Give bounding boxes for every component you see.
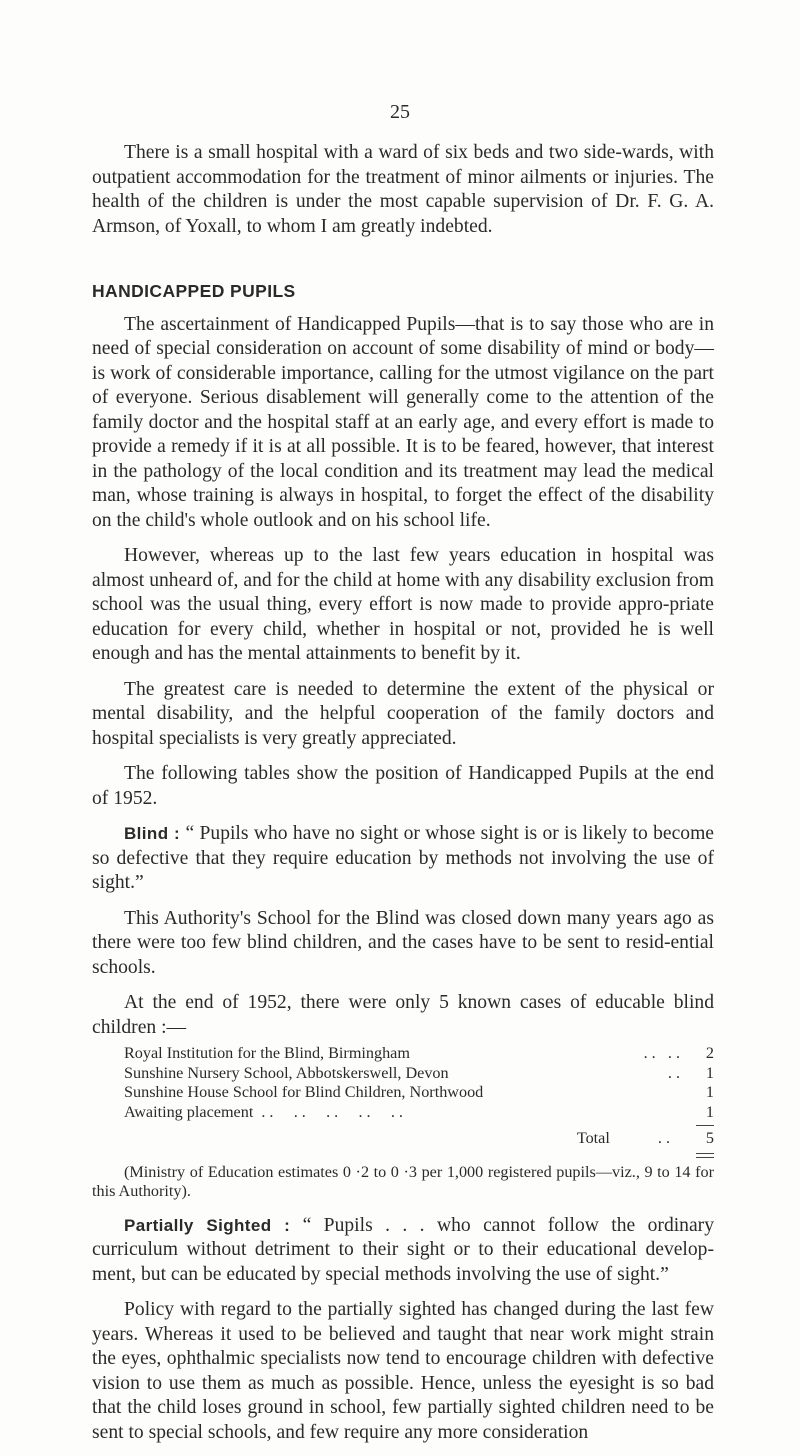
blind-placement-table	[124, 1044, 714, 1157]
leader-dots	[483, 1083, 694, 1103]
paragraph-care: The greatest care is needed to determine the extent of the physical or mental disability, and the helpful cooperation of the family doctors and hospital specialists is very greatly appreciated.	[92, 678, 714, 749]
page-body	[92, 141, 714, 1456]
intro-paragraph: There is a small hospital with a ward of six beds and two side-wards, with outpatient accommodation for the treatment of minor ailments or injuries. The health of the children is under the most capable supervision of Dr. F. G. A. Armson, of Yoxall, to whom I am greatly indebted.	[92, 142, 714, 237]
partially-sighted-policy-paragraph: Policy with regard to the partially sighted has changed during the last few years. Whereas it used to be believed and taught that near work might strain the eyes, ophthalmic specialists now tend to encourage children with defective vision to use them as much as possible. Hence, unless the eyesight is so bad that the child loses ground in school, few partially sighted children need to be sent to special schools, and few require any more consideration	[92, 1299, 714, 1443]
leader-dots: . .	[657, 1129, 670, 1147]
placement-count: 1	[705, 1102, 714, 1121]
blind-definition: “ Pupils who have no sight or whose sight is or is likely to become so defective that they require education by methods not involving the use of sight.”	[92, 823, 715, 893]
total-row	[124, 1129, 714, 1149]
section-heading: HANDICAPPED PUPILS	[92, 281, 296, 301]
ministry-note: (Ministry of Education estimates 0 ·2 to 0 ·3 per 1,000 registered pupils—viz., 9 to 14 for this Authority).	[92, 1162, 714, 1200]
blind-definition-paragraph	[92, 822, 714, 896]
placement-count: 1	[705, 1063, 714, 1082]
page-number: 25	[390, 101, 410, 123]
sum-rule	[124, 1122, 714, 1128]
blind-label: Blind :	[124, 824, 181, 843]
placement-label: Awaiting placement	[124, 1102, 254, 1121]
paragraph-education: However, whereas up to the last few years education in hospital was almost unheard of, and for the child at home with any disability exclusion from school was the usual thing, every effort is now made to provide appro-priate education for every child, whether in hospital or not, provided he is well enough and has the mental attainments to benefit by it.	[92, 545, 714, 664]
table-row	[124, 1103, 714, 1123]
table-row	[124, 1044, 714, 1064]
placement-label: Sunshine House School for Blind Children, Northwood	[124, 1083, 484, 1101]
placement-label: Sunshine Nursery School, Abbotskerswell, Devon	[124, 1063, 449, 1082]
partially-sighted-definition: “ Pupils . . . who cannot follow the ordinary curriculum without detriment to their sight or to their educational develop-ment, but can be educated by special methods involving the use of sight.”	[92, 1214, 714, 1285]
partially-sighted-label: Partially Sighted :	[124, 1215, 291, 1235]
placement-label: Royal Institution for the Blind, Birmingham	[124, 1044, 410, 1062]
table-row	[124, 1083, 714, 1103]
blind-school-paragraph: This Authority's School for the Blind was closed down many years ago as there were too few blind children, and the cases have to be sent to resid-ential schools.	[92, 907, 714, 978]
partially-sighted-definition-paragraph	[92, 1214, 714, 1288]
total-label: Total	[576, 1129, 610, 1147]
total-count: 5	[705, 1129, 714, 1147]
placement-count: 2	[705, 1044, 714, 1062]
blind-intro: At the end of 1952, there were only 5 known cases of educable blind children :—	[92, 992, 714, 1038]
leader-dots: . . . .	[643, 1044, 680, 1062]
placement-count: 1	[705, 1083, 714, 1101]
total-double-rule	[124, 1149, 714, 1157]
leader-dots: . . . . . . . . . .	[261, 1102, 403, 1121]
leader-dots: . .	[667, 1063, 680, 1082]
paragraph-tables-intro: The following tables show the position of Handicapped Pupils at the end of 1952.	[92, 763, 714, 809]
paragraph-ascertainment: The ascertainment of Handicapped Pupils—that is to say those who are in need of special consideration on account of some disability of mind or body—is work of considerable importance, calling for the utmost vigilance on the part of everyone. Serious disablement will generally come to the attention of the family doctor and the hospital staff at an early age, and every effort is made to provide a remedy if it is at all possible. It is to be feared, however, that interest in the pathology of the local condition and its treatment may lead the medical man, whose training is always in hospital, to forget the effect of the disability on the child's whole outlook and on his school life.	[92, 313, 714, 531]
table-row	[124, 1064, 714, 1084]
